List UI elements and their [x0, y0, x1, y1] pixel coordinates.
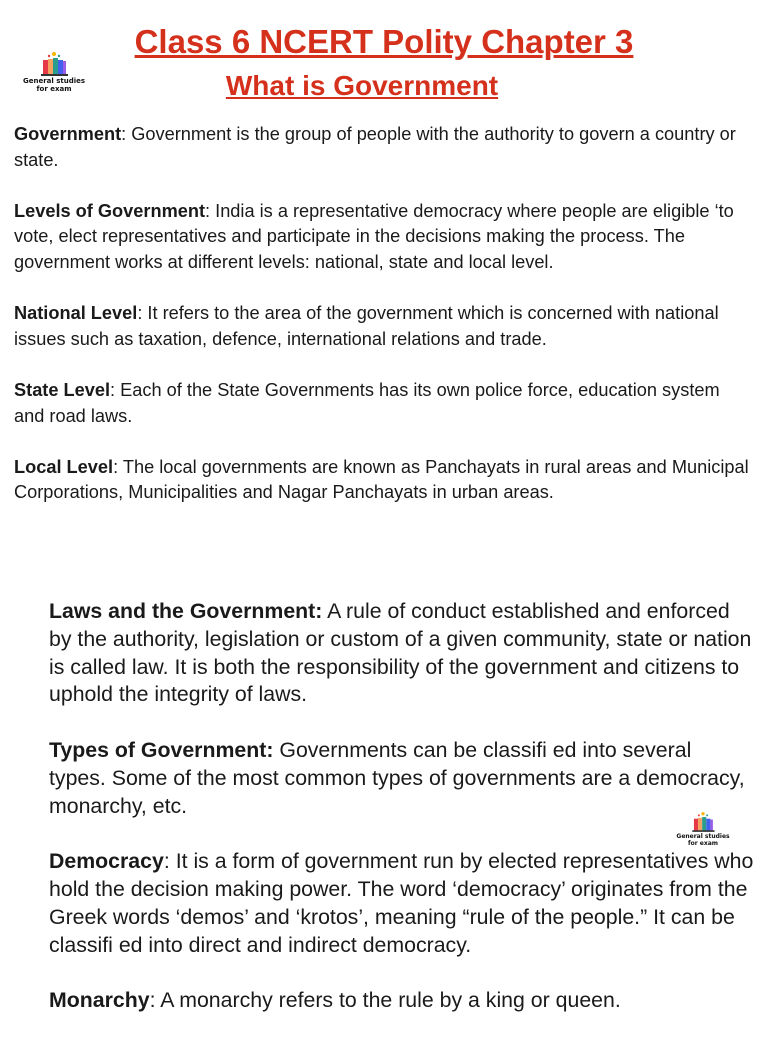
- definition: Government is the group of people with the authority to govern a country or state.: [14, 124, 736, 170]
- logo-text: General studies for exam: [22, 77, 86, 93]
- logo-text: General studies for exam: [676, 833, 730, 847]
- term: Types of Government:: [49, 737, 274, 762]
- definition: The local governments are known as Panchayats in rural areas and Municipal Corporations, Municipalities and Nagar Panchayats in urban areas.: [14, 456, 749, 503]
- definition: Governments can be classifi ed into several types. Some of the most common types of governments are a democracy, monarchy, etc.: [49, 737, 745, 818]
- definition: It refers to the area of the government which is concerned with national issues such as taxation, defence, international relations and trade.: [14, 303, 719, 349]
- term: State Level: [14, 379, 111, 400]
- paragraph-levels-of-government: Levels of Government: India is a representative democracy where people are eligible ‘to vote, elect representatives and participate in the decisions making the process. The government works at different levels: national, state and local level.: [14, 200, 734, 272]
- paragraph-laws-and-government: [49, 598, 754, 709]
- definition: India is a representative democracy where people are eligible ‘to vote, elect representatives and participate in the decisions making the process. The government works at different levels: national, state and local level.: [14, 200, 734, 272]
- page-title: Class 6 NCERT Polity Chapter 3: [134, 23, 634, 60]
- term: Democracy: [49, 849, 164, 874]
- definition: It is a form of government run by elected representatives who hold the decision making power. The word ‘democracy’ originates from the Greek words ‘demos’ and ‘krotos’, meaning “rule of the people.” It can be classifi ed into direct and indirect democracy.: [49, 849, 754, 957]
- definition: A monarchy refers to the rule by a king or queen.: [160, 988, 621, 1013]
- term: Monarchy: [49, 988, 150, 1013]
- definition: A rule of conduct established and enforced by the authority, legislation or custom of a given community, state or nation is called law. It is both the responsibility of the government and citizens to uphold the integrity of laws.: [49, 599, 752, 707]
- term: Government: [14, 124, 122, 144]
- paragraph-democracy: Democracy: It is a form of government run by elected representatives who hold the decision making power. The word ‘democracy’ originates from the Greek words ‘demos’ and ‘krotos’, meaning “rule of the people.” It can be classifi ed into direct and indirect democracy.: [49, 849, 754, 957]
- paragraph-state-level: State Level: Each of the State Governments has its own police force, education system and road laws.: [14, 379, 720, 426]
- paragraph-national-level: National Level: It refers to the area of the government which is concerned with national issues such as taxation, defence, international relations and trade.: [14, 303, 719, 349]
- term: Laws and the Government:: [49, 599, 323, 623]
- paragraph-government: Government: Government is the group of people with the authority to govern a country or state.: [14, 124, 736, 170]
- term: Levels of Government: [14, 200, 206, 221]
- paragraph-local-level: Local Level: The local governments are known as Panchayats in rural areas and Municipal Corporations, Municipalities and Nagar Panchayats in urban areas.: [14, 456, 749, 503]
- types-section: [49, 598, 754, 1043]
- definition: Each of the State Governments has its own police force, education system and road laws.: [14, 379, 720, 426]
- paragraph-monarchy: Monarchy: A monarchy refers to the rule by a king or queen.: [49, 988, 621, 1013]
- books-icon: [689, 811, 717, 833]
- term: Local Level: [14, 456, 114, 477]
- definitions-section: [14, 122, 754, 532]
- paragraph-types-of-government: [49, 737, 754, 820]
- logo-secondary: [672, 805, 734, 853]
- term: National Level: [14, 303, 138, 324]
- page-subtitle: What is Government: [225, 70, 499, 101]
